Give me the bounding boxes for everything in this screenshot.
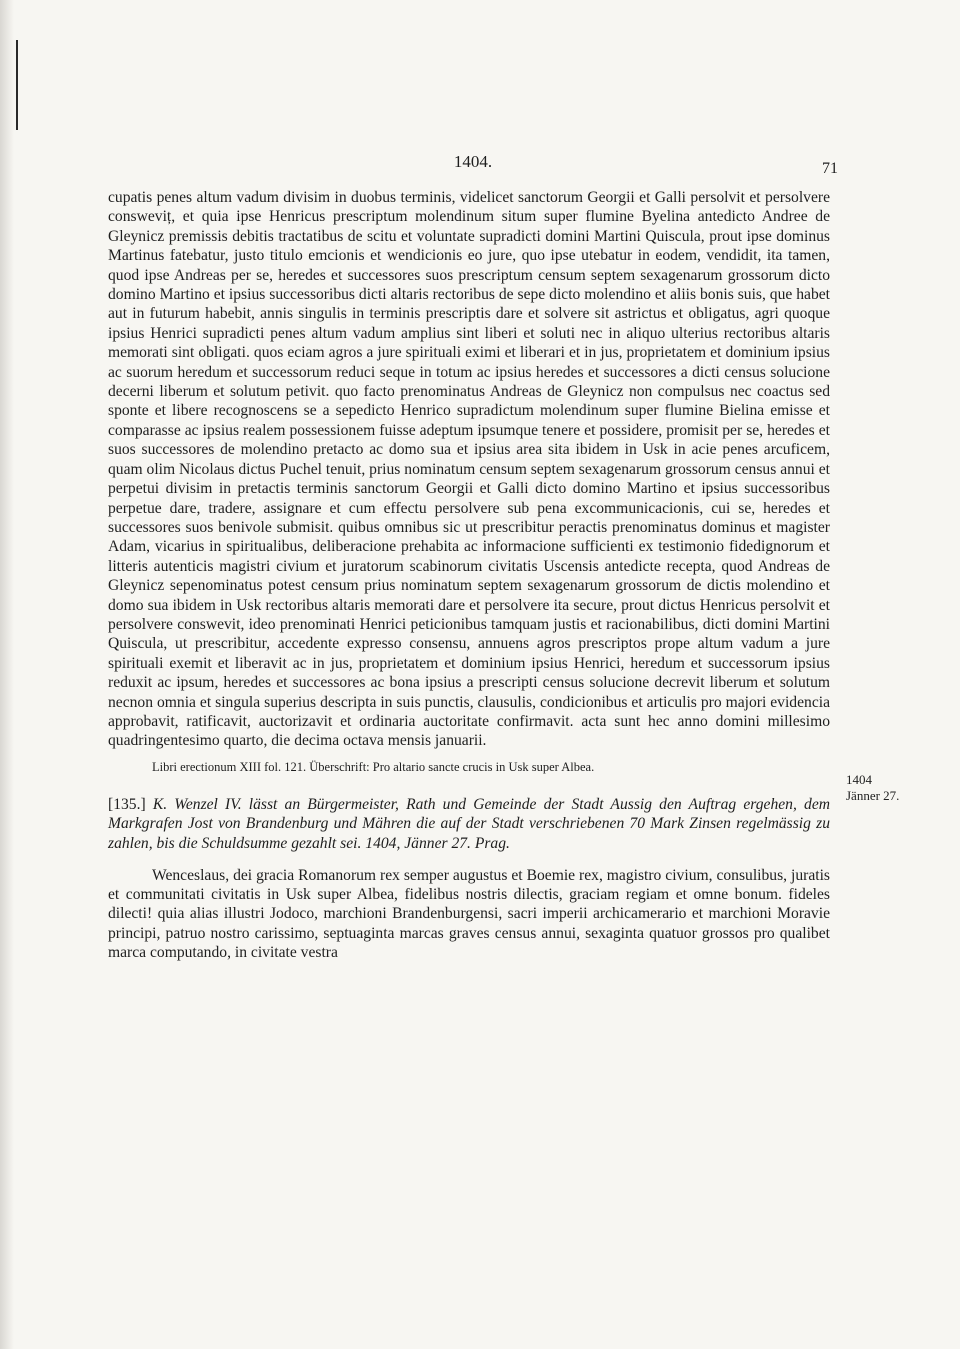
- document-regest: [108, 795, 830, 854]
- body-paragraph: cupatis penes altum vadum divisim in duobus terminis, videlicet sanctorum Georgii et Galli persolvit et persolvere consweviț, et quia ipse Henricus prescriptum molendinum situm super flumine Byelina antedicto Andree de Gleynicz premissis debitis tractatibus de scitu et voluntate supradicti domini Martini Quiscula, prout ipse dominus Martinus fatebatur, justo titulo emcionis et wendicionis eo jure, quo ipse utebatur in eodem, vendidit, ita tamen, quod ipse Andreas per se, heredes et successores suos prescriptum censum septem sexagenarum grossorum dicto domino Martino et ipsius successoribus dicti altaris rectoribus de sepe dicto molendino et aliis bonis suis, que habet aut in futurum habebit, annis singulis in terminis prescriptis dare et solvere sit astrictus et obligatus, agri quoque ipsius Henrici supradicti penes altum vadum amplius sint liberi et soluti nec in aliquo ulterius rectoribus altaris memorati sint obligati. quos eciam agros a jure spirituali eximi et liberari et in jus, proprietatem et dominium ipsius ac suorum heredum et successorum reduci seque in totum ac ipsius heredes et successores a dicti census solucione decerni liberum et solutum petivit. quo facto prenominatus Andreas de Gleynicz non compulsus nec coactus sed sponte et libere recognoscens se a sepedicto Henrico supradictum molendinum super flumine Bielina emisse et comparasse ac ipsius realem possessionem fuisse adeptum ipsumque tenere et possidere, promisit per se, heredes et suos successores de molendino pretacto ac domo sua et ipsius area sita ibidem in Usk in acie penes arcuficem, quam olim Nicolaus dictus Puchel tenuit, prius nominatum censum septem sexagenarum grossorum census annui et perpetui divisim in pretactis terminis sanctorum Georgii et Galli dicto domino Martino et ipsius successoribus perpetue dare, tradere, assignare et cum effectu persolvere sub pena excommunicacionis, cui se, heredes et successores suos benivole submisit. quibus omnibus sic ut prescribitur peractis prenominatus dominus et magister Adam, vicarius in spiritualibus, deliberacione prehabita ac informacione sufficienti ex testimonio fidedignorum et litteris autenticis magistri civium et juratorum scabinorum civitatis Uscensis antedicte recepta, quod Andreas de Gleynicz sepenominatus potest censum prius nominatum septem sexagenarum grossorum de dictis molendino et domo sua ibidem in Usk rectoribus altaris memorati dare et persolvere ita secure, prout dictus Henricus persolvit et persolvere conswevit, ideo prenominati Henrici peticionibus tamquam justis et racionabilibus, dicti domini Martini Quiscula, ut prescribitur, accedente expresso consensu, annuens agros prescriptos prope altum vadum a jure spirituali exemit et liberavit ac in jus, proprietatem et dominium ipsius Henrici, heredum et successorum ipsius reduxit ac ipsum, heredes et successores ac bona ipsius a prescripti census solucione decrevit liberum et solutum necnon omnia et singula superius descripta in suis punctis, clausulis, condicionibus et articulis pro majori evidencia approbavit, ratificavit, auctorizavit et ordinaria auctoritate confirmavit. acta sunt hec anno domini millesimo quadringentesimo quarto, die decima octava mensis januarii.: [108, 189, 830, 750]
- page-header: [108, 152, 838, 182]
- document-number: [135.]: [108, 795, 146, 813]
- margin-date: Jänner 27.: [846, 788, 900, 803]
- regest-text: K. Wenzel IV. lässt an Bürgermeister, Rath und Gemeinde der Stadt Aussig den Auftrag ergehen, dem Markgrafen Jost von Brandenburg und Mähren die auf der Stadt verschriebenen 70 Mark Zinsen regelmässig zu zahlen, bis die Schuldsumme gezahlt sei. 1404, Jänner 27. Prag.: [108, 795, 831, 852]
- page-body: [108, 188, 830, 963]
- margin-year: 1404: [846, 772, 872, 787]
- margin-date-note: [846, 772, 936, 804]
- scan-left-edge: [0, 0, 14, 1349]
- document-text: Wenceslaus, dei gracia Romanorum rex semper augustus et Boemie rex, magistro civium, consulibus, juratis et communitati civitatis in Usk super Albea, fidelibus nostris dilectis, graciam regiam et omne bonum. fideles dilecti! quia alias illustri Jodoco, marchioni Brandenburgensi, sacri imperii archicamerario et marchioni Moravie principi, patruo nostro carissimo, septuaginta marcas graves census annui, sexaginta quatuor grossos pro qualibet marca computando, in civitate vestra: [108, 866, 830, 962]
- scan-edge-mark: [16, 40, 18, 130]
- source-footnote: Libri erectionum XIII fol. 121. Überschrift: Pro altario sancte crucis in Usk super Albea.: [152, 759, 595, 774]
- page-number: 71: [822, 160, 838, 177]
- page-year: 1404.: [453, 152, 493, 171]
